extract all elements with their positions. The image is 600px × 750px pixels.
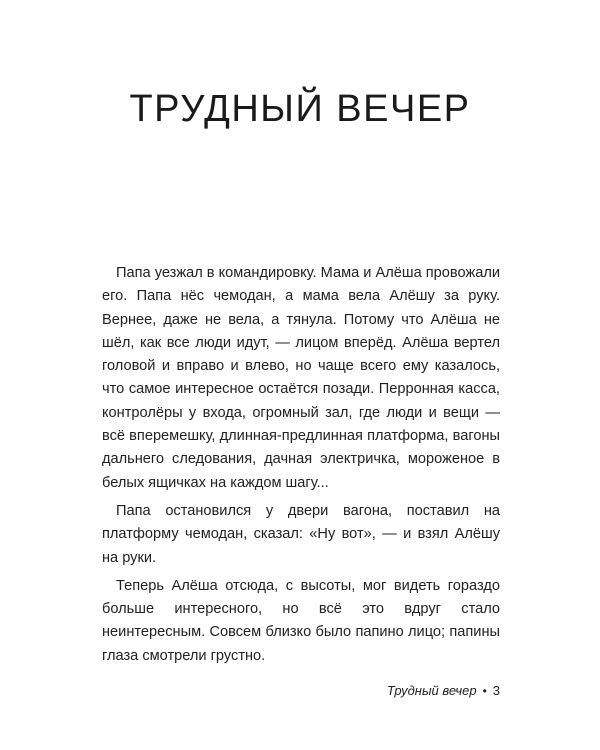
page-number: 3 (492, 683, 500, 698)
chapter-body (102, 262, 500, 668)
paragraph-2: Папа остановился у двери вагона, поставил на платформу чемодан, сказал: «Ну вот», — и взял Алёшу на руки. (102, 502, 500, 566)
page-footer (387, 683, 500, 698)
paragraph-1: Папа уезжал в командировку. Мама и Алёша провожали его. Папа нёс чемодан, а мама вела Алёшу за руку. Вернее, даже не вела, а тянула. Потому что Алёша не шёл, как все люди идут, — лицом вперёд. Алёша вертел головой и вправо и влево, но чаще всего ему казалось, что самое интересное остаётся позади. Перронная касса, контролёры у входа, огромный зал, где люди и вещи — всё вперемешку, длинная-предлинная платформа, вагоны дальнего следования, дачная электричка, мороженое в белых ящичках на каждом шагу... (102, 265, 500, 491)
footer-separator: • (482, 684, 487, 698)
paragraph-3: Теперь Алёша отсюда, с высоты, мог видеть гораздо больше интересного, но всё это вдруг стало неинтересным. Совсем близко было папино лицо; папины глаза смотрели грустно. (102, 577, 500, 664)
running-title: Трудный вечер (386, 683, 477, 698)
chapter-title: ТРУДНЫЙ ВЕЧЕР (129, 88, 471, 130)
